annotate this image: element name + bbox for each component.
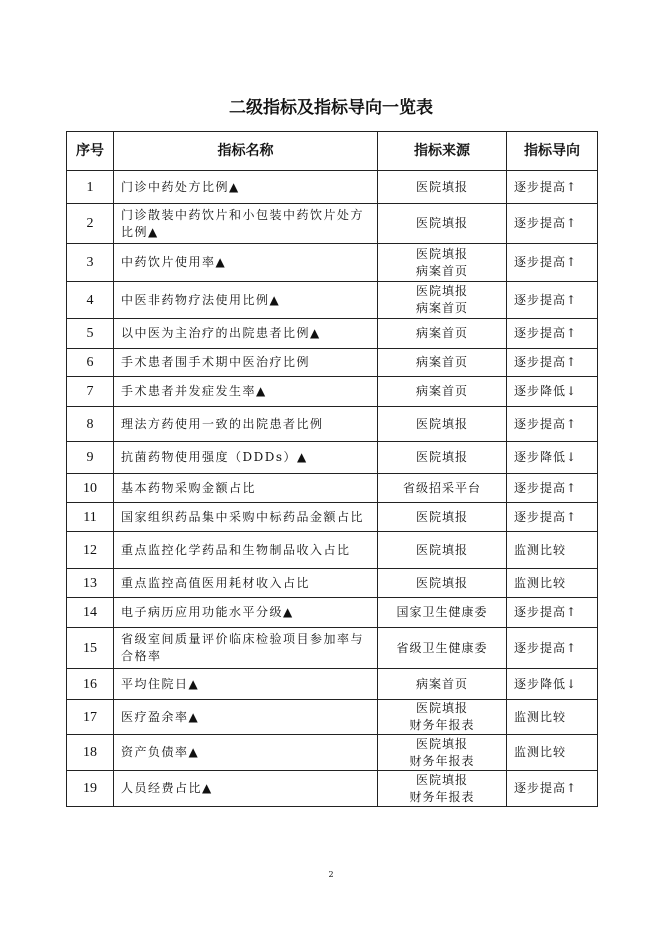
indicator-source [378,442,507,474]
indicator-direction: 监测比较 [507,532,598,569]
indicator-direction: 逐步提高↑ [507,407,598,442]
table-row [67,700,598,735]
indicator-name: 理法方药使用一致的出院患者比例 [114,407,378,442]
indicator-source [378,377,507,407]
indicator-source [378,669,507,700]
table-row [67,735,598,771]
indicator-name: 抗菌药物使用强度（DDDs）▲ [114,442,378,474]
row-number: 19 [67,771,114,807]
indicator-source [378,503,507,532]
table-row [67,442,598,474]
source-line: 国家卫生健康委 [396,605,488,619]
indicator-name: 重点监控高值医用耗材收入占比 [114,569,378,598]
indicator-direction: 逐步提高↑ [507,282,598,319]
indicator-source [378,407,507,442]
indicator-name: 平均住院日▲ [114,669,378,700]
source-line: 病案首页 [415,676,468,691]
header-no: 序号 [67,132,114,171]
row-number: 13 [67,569,114,598]
row-number: 17 [67,700,114,735]
indicator-name: 人员经费占比▲ [114,771,378,807]
source-line: 医院填报 [415,216,468,230]
source-line: 财务年报表 [409,753,475,768]
table-row [67,532,598,569]
row-number: 16 [67,669,114,700]
source-line: 省级招采平台 [402,480,481,495]
indicator-name: 医疗盈余率▲ [114,700,378,735]
indicator-source [378,171,507,204]
indicator-source [378,700,507,735]
indicator-direction: 逐步降低↓ [507,442,598,474]
header-direction: 指标导向 [507,132,598,171]
source-line: 病案首页 [415,355,468,369]
row-number: 5 [67,319,114,349]
row-number: 15 [67,628,114,669]
page-number: 2 [328,870,334,879]
row-number: 9 [67,442,114,474]
table-row [67,204,598,244]
indicator-source [378,349,507,377]
table-row [67,771,598,807]
indicator-name: 电子病历应用功能水平分级▲ [114,598,378,628]
indicator-direction: 逐步提高↑ [507,349,598,377]
indicator-direction: 逐步提高↑ [507,771,598,807]
page-title: 二级指标及指标导向一览表 [229,98,433,118]
row-number: 11 [67,503,114,532]
source-line: 医院填报 [415,575,468,590]
indicator-source [378,244,507,282]
indicator-name: 门诊散装中药饮片和小包装中药饮片处方比例▲ [114,204,378,244]
table-row [67,628,598,669]
source-line: 病案首页 [415,263,468,278]
source-line: 省级卫生健康委 [396,640,488,655]
indicator-source [378,771,507,807]
indicator-direction: 逐步提高↑ [507,204,598,244]
row-number: 7 [67,377,114,407]
indicator-direction: 监测比较 [507,700,598,735]
table-row [67,377,598,407]
indicator-name: 以中医为主治疗的出院患者比例▲ [114,319,378,349]
row-number: 1 [67,171,114,204]
source-line: 医院填报 [415,179,468,194]
row-number: 6 [67,349,114,377]
indicator-source [378,319,507,349]
indicator-name: 中药饮片使用率▲ [114,244,378,282]
indicator-source [378,628,507,669]
indicator-source [378,282,507,319]
source-line: 财务年报表 [409,718,475,732]
row-number: 12 [67,532,114,569]
indicator-direction: 逐步提高↑ [507,244,598,282]
source-line: 医院填报 [415,246,468,261]
table-row [67,503,598,532]
row-number: 14 [67,598,114,628]
source-line: 医院填报 [415,542,468,557]
source-line: 医院填报 [415,701,468,715]
table-header-row [67,132,598,171]
table-row [67,669,598,700]
source-line: 财务年报表 [409,789,475,804]
indicator-direction: 监测比较 [507,569,598,598]
table-row [67,244,598,282]
table-row [67,171,598,204]
table-row [67,474,598,503]
indicator-direction: 逐步提高↑ [507,598,598,628]
table-row [67,282,598,319]
indicator-name: 基本药物采购金额占比 [114,474,378,503]
indicator-source [378,735,507,771]
row-number: 8 [67,407,114,442]
indicator-direction: 逐步降低↓ [507,377,598,407]
indicator-direction: 逐步降低↓ [507,669,598,700]
indicator-name: 省级室间质量评价临床检验项目参加率与合格率 [114,628,378,669]
source-line: 医院填报 [415,284,468,298]
indicator-source [378,598,507,628]
source-line: 病案首页 [415,326,468,340]
row-number: 18 [67,735,114,771]
source-line: 医院填报 [415,416,468,431]
source-line: 医院填报 [415,772,468,787]
row-number: 3 [67,244,114,282]
indicator-source [378,204,507,244]
indicator-direction: 逐步提高↑ [507,171,598,204]
indicator-name: 国家组织药品集中采购中标药品金额占比 [114,503,378,532]
row-number: 2 [67,204,114,244]
indicator-direction: 逐步提高↑ [507,503,598,532]
indicator-direction: 监测比较 [507,735,598,771]
indicator-name: 中医非药物疗法使用比例▲ [114,282,378,319]
source-line: 医院填报 [415,736,468,751]
indicator-table [66,131,598,807]
indicator-name: 重点监控化学药品和生物制品收入占比 [114,532,378,569]
indicator-name: 资产负债率▲ [114,735,378,771]
row-number: 4 [67,282,114,319]
table-row [67,598,598,628]
header-source: 指标来源 [378,132,507,171]
indicator-source [378,569,507,598]
table-row [67,319,598,349]
indicator-direction: 逐步提高↑ [507,628,598,669]
indicator-source [378,474,507,503]
indicator-name: 手术患者围手术期中医治疗比例 [114,349,378,377]
header-name: 指标名称 [114,132,378,171]
indicator-direction: 逐步提高↑ [507,319,598,349]
row-number: 10 [67,474,114,503]
source-line: 医院填报 [415,450,468,464]
table-body [67,171,598,807]
indicator-source [378,532,507,569]
source-line: 医院填报 [415,509,468,524]
table-row [67,407,598,442]
indicator-name: 门诊中药处方比例▲ [114,171,378,204]
source-line: 病案首页 [415,384,468,398]
table-row [67,349,598,377]
table-row [67,569,598,598]
source-line: 病案首页 [415,301,468,315]
indicator-name: 手术患者并发症发生率▲ [114,377,378,407]
indicator-direction: 逐步提高↑ [507,474,598,503]
